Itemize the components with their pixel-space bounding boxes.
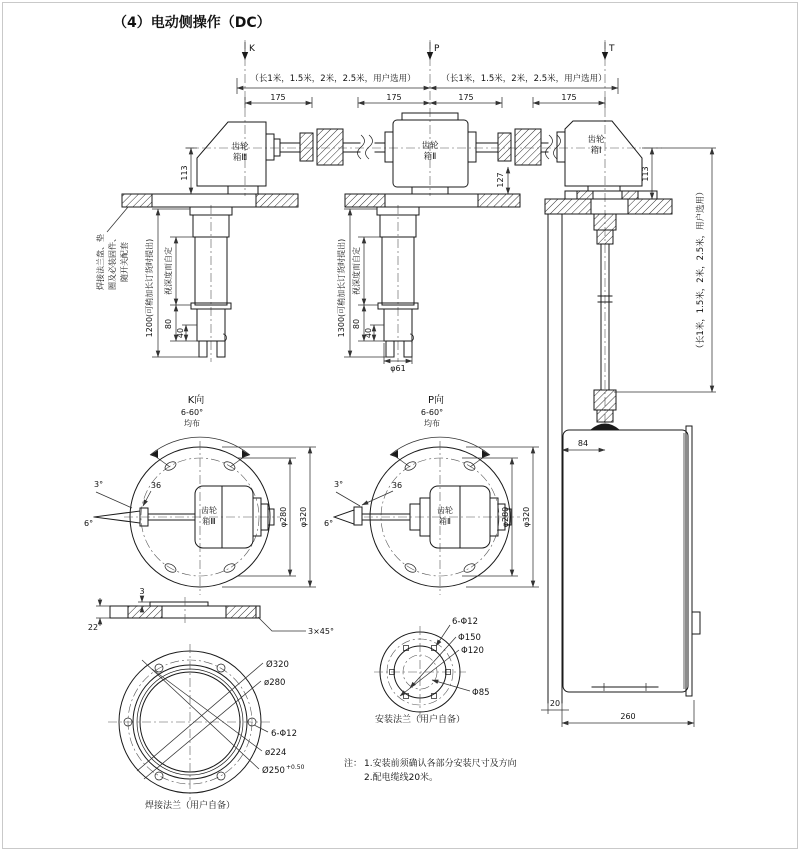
- k-gearbox-label-2: 箱Ⅲ: [202, 517, 216, 526]
- shaft-break-symbol: [546, 135, 553, 159]
- section-chamfer-note: 3×45°: [308, 627, 334, 636]
- wflange-d280: ø280: [264, 678, 286, 688]
- view-arrow-T-label: T: [609, 44, 615, 54]
- dim-84: 84: [577, 439, 589, 448]
- dim-260: 260: [620, 712, 636, 721]
- drawing-title: （4）电动侧操作（DC）: [113, 15, 271, 31]
- mflange-d85: Φ85: [472, 688, 490, 698]
- weld-flange-view: [108, 644, 305, 811]
- gearbox-2: [393, 113, 468, 194]
- mid-total-note: 1300(可稍加长订货时提出): [337, 238, 346, 338]
- p-dim-d280: φ280: [501, 506, 510, 528]
- p-dim-36: 36: [391, 481, 403, 490]
- cabinet-dims: [541, 439, 694, 727]
- coupling-right-b: [515, 129, 541, 165]
- k-view-note2: 均布: [184, 419, 200, 428]
- p-view-title: P向: [427, 395, 445, 406]
- mount-flange-view: [374, 617, 490, 725]
- coupling-left-a: [300, 133, 313, 161]
- mid-dim-80: 80: [352, 318, 361, 330]
- gearbox-2-label-2: 箱Ⅱ: [423, 152, 437, 162]
- left-depth-note: 视深度而自定: [164, 247, 173, 295]
- wflange-caption: 焊接法兰（用户自备）: [144, 801, 236, 811]
- flange-callout-line3: 随开关配套: [120, 242, 129, 282]
- drop-pipe-middle-dims: [336, 209, 412, 373]
- p-view-note2: 均布: [424, 419, 440, 428]
- mflange-d120: Φ120: [461, 646, 484, 656]
- left-dim-40: 40: [176, 327, 185, 339]
- notes-prefix: 注：: [344, 759, 363, 769]
- p-angle-3: 3°: [334, 480, 344, 489]
- k-dim-d320: φ320: [299, 506, 308, 528]
- dim-175-2: 175: [386, 93, 402, 102]
- p-direction-view: [324, 393, 539, 595]
- span-dimensions: [237, 73, 618, 108]
- bolt-hole: [155, 772, 163, 780]
- span-note-right: （长1米，1.5米，2米，2.5米，用户选用）: [441, 74, 607, 84]
- section-dim-3: 3: [139, 587, 145, 596]
- right-span-note: （长1米，1.5米，2米，2.5米，用户选用）: [696, 187, 706, 353]
- view-arrow-P: [427, 42, 440, 60]
- k-dim-36: 36: [150, 481, 162, 490]
- k-angle-3: 3°: [94, 480, 104, 489]
- bolt-hole: [463, 562, 477, 574]
- svg-text:113: 113: [641, 166, 650, 182]
- mflange-holes: 6-Φ12: [452, 617, 478, 627]
- p-gearbox-label-2: 箱Ⅱ: [439, 517, 451, 526]
- p-dim-d320: φ320: [522, 506, 531, 528]
- cabinet-handle: [692, 612, 700, 634]
- dim-127: [496, 167, 508, 194]
- svg-text:113: 113: [180, 165, 189, 181]
- view-arrow-K-label: K: [249, 44, 255, 54]
- flange-callout: [95, 207, 129, 290]
- drop-pipe-left-dims: [144, 209, 207, 357]
- span-note-left: （长1米，1.5米，2米，2.5米，用户选用）: [250, 74, 416, 84]
- k-gearbox-label-1: 齿轮: [201, 506, 217, 515]
- mid-dim-40: 40: [364, 327, 373, 339]
- gearbox-3-label-1: 齿轮: [231, 142, 249, 152]
- notes-line1: 1.安装前须确认各部分安装尺寸及方向: [364, 759, 517, 769]
- flange-callout-line2: 圈及必装固件、: [108, 234, 117, 290]
- p-angle-6: 6°: [324, 519, 334, 528]
- k-view-title: K向: [187, 395, 205, 406]
- gearbox-3: [197, 122, 266, 194]
- dim-right-span: [614, 148, 716, 392]
- mid-dim-d61: φ61: [390, 364, 406, 373]
- view-arrow-P-label: P: [434, 44, 440, 54]
- base-plate-middle: [345, 194, 520, 207]
- gearbox-3-label-2: 箱Ⅲ: [232, 153, 248, 163]
- control-cabinet: [563, 426, 700, 696]
- shaft-flare: [590, 424, 620, 431]
- base-plate-right: [545, 191, 672, 214]
- view-arrow-T: [602, 42, 615, 60]
- notes-block: [344, 757, 517, 783]
- left-total-note: 1200(可稍加长订货时提出): [145, 238, 154, 338]
- mflange-caption: 安装法兰（用户自备）: [374, 715, 466, 725]
- gearbox-1: [565, 121, 642, 191]
- wflange-holes: 6-Φ12: [271, 729, 297, 739]
- wflange-d250-tolerance: +0.50: [286, 764, 305, 771]
- shaft-break-symbol: [358, 135, 365, 159]
- dim-175-4: 175: [561, 93, 577, 102]
- flange-callout-line1: 焊接法兰盘、垫: [96, 234, 105, 290]
- k-angle-6: 6°: [84, 519, 94, 528]
- dim-175-1: 175: [270, 93, 286, 102]
- flange-section-view: [88, 587, 334, 636]
- dim-175-3: 175: [458, 93, 474, 102]
- shaft-left: [266, 129, 393, 165]
- view-arrow-K: [242, 42, 256, 60]
- gearbox-1-label-2: 箱Ⅰ: [590, 146, 602, 156]
- notes-line2: 2.配电缆线20米。: [364, 773, 439, 783]
- svg-text:127: 127: [496, 172, 505, 188]
- dim-113-left: [180, 148, 197, 194]
- k-direction-view: [84, 393, 316, 595]
- wflange-d224: ø224: [265, 748, 287, 758]
- bolt-hole: [223, 562, 237, 574]
- wflange-d320: Ø320: [266, 660, 289, 670]
- k-view-note1: 6-60°: [180, 408, 204, 417]
- base-plate-left: [122, 194, 298, 207]
- shaft-right: [468, 129, 565, 165]
- left-dim-80: 80: [164, 318, 173, 330]
- section-dim-22: 22: [87, 623, 99, 632]
- mid-depth-note: 视深度而自定: [352, 247, 361, 295]
- mflange-d150: Φ150: [458, 633, 481, 643]
- gearbox-2-label-1: 齿轮: [421, 141, 439, 151]
- dim-20: 20: [549, 699, 561, 708]
- p-view-note1: 6-60°: [420, 408, 444, 417]
- coupling-left-b: [317, 129, 343, 165]
- wflange-d250: Ø250: [262, 766, 285, 776]
- top-elevation-view: [95, 40, 716, 727]
- gearbox-1-label-1: 齿轮: [587, 135, 605, 145]
- p-gearbox-label-1: 齿轮: [437, 506, 453, 515]
- coupling-right-a: [498, 133, 511, 161]
- right-drive-column: [548, 214, 620, 703]
- k-dim-d280: φ280: [279, 506, 288, 528]
